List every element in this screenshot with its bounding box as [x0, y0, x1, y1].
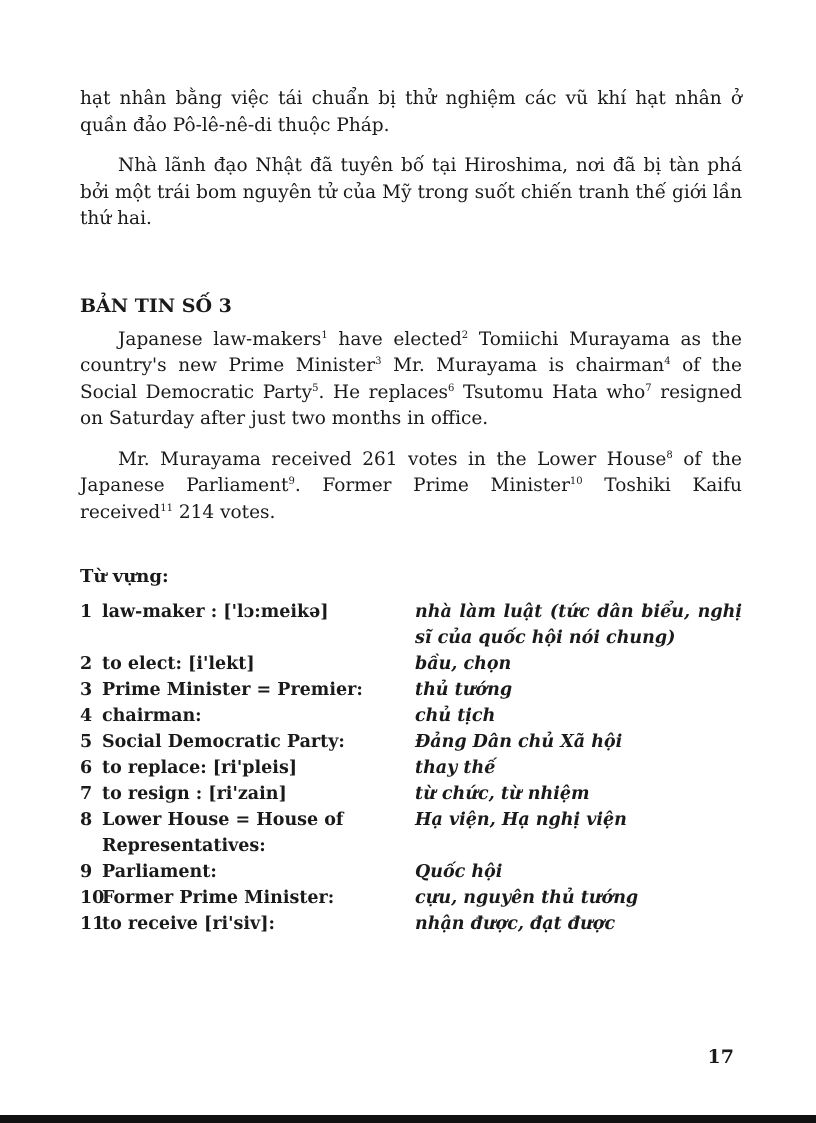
- vocab-row: 1 law-maker : ['lɔ:meikə] nhà làm luật (tức dân biểu, nghị sĩ của quốc hội nói chung): [80, 602, 742, 648]
- vocab-row: 2 to elect: [i'lekt] bầu, chọn: [80, 654, 512, 674]
- vocabulary-table: [80, 599, 742, 937]
- vocab-row: 5 Social Democratic Party: Đảng Dân chủ Xã hội: [80, 732, 623, 752]
- section-heading: BẢN TIN SỐ 3: [80, 294, 232, 317]
- vocab-row: 11to receive [ri'siv]: nhận được, đạt được: [80, 914, 616, 934]
- vocab-row: 4 chairman: chủ tịch: [80, 706, 496, 726]
- vocab-row: 6 to replace: [ri'pleis] thay thế: [80, 758, 496, 778]
- vocab-row: 8 Lower House = House of Representatives: Hạ viện, Hạ nghị viện: [80, 810, 627, 856]
- vocab-row: 9 Parliament: Quốc hội: [80, 862, 503, 882]
- intro-paragraph-1: hạt nhân bằng việc tái chuẩn bị thử nghiệm các vũ khí hạt nhân ở quần đảo Pô-lê-nê-di thuộc Pháp.: [80, 88, 742, 136]
- news-paragraph-1: Japanese law-makers$^1$ have elected$^2$ Tomiichi Murayama as the country's new Prime Minister$^3$ Mr. Murayama is chairman$^4$ of the Social Democratic Party$^5$. He replaces$^6$ Tsutomu Hata who$^7$ resigned on Saturday after just two months in office.: [80, 328, 743, 429]
- vocab-row: 7 to resign : [ri'zain] từ chức, từ nhiệm: [80, 784, 590, 804]
- intro-paragraph-2: Nhà lãnh đạo Nhật đã tuyên bố tại Hiroshima, nơi đã bị tàn phá bởi một trái bom nguyên tử của Mỹ trong suốt chiến tranh thế giới lần thứ hai.: [80, 155, 742, 229]
- page-body: [80, 86, 742, 937]
- vocabulary-title: Từ vựng:: [80, 566, 169, 587]
- vocab-row: 3 Prime Minister = Premier: thủ tướng: [80, 680, 513, 700]
- news-paragraph-2: Mr. Murayama received 261 votes in the Lower House$^8$ of the Japanese Parliament$^9$. Former Prime Minister$^{10}$ Toshiki Kaifu received$^{11}$ 214 votes.: [80, 448, 742, 523]
- page-number: 17: [707, 1046, 734, 1068]
- vocab-row: 10Former Prime Minister: cựu, nguyên thủ tướng: [80, 888, 639, 908]
- bottom-border: [0, 1115, 816, 1123]
